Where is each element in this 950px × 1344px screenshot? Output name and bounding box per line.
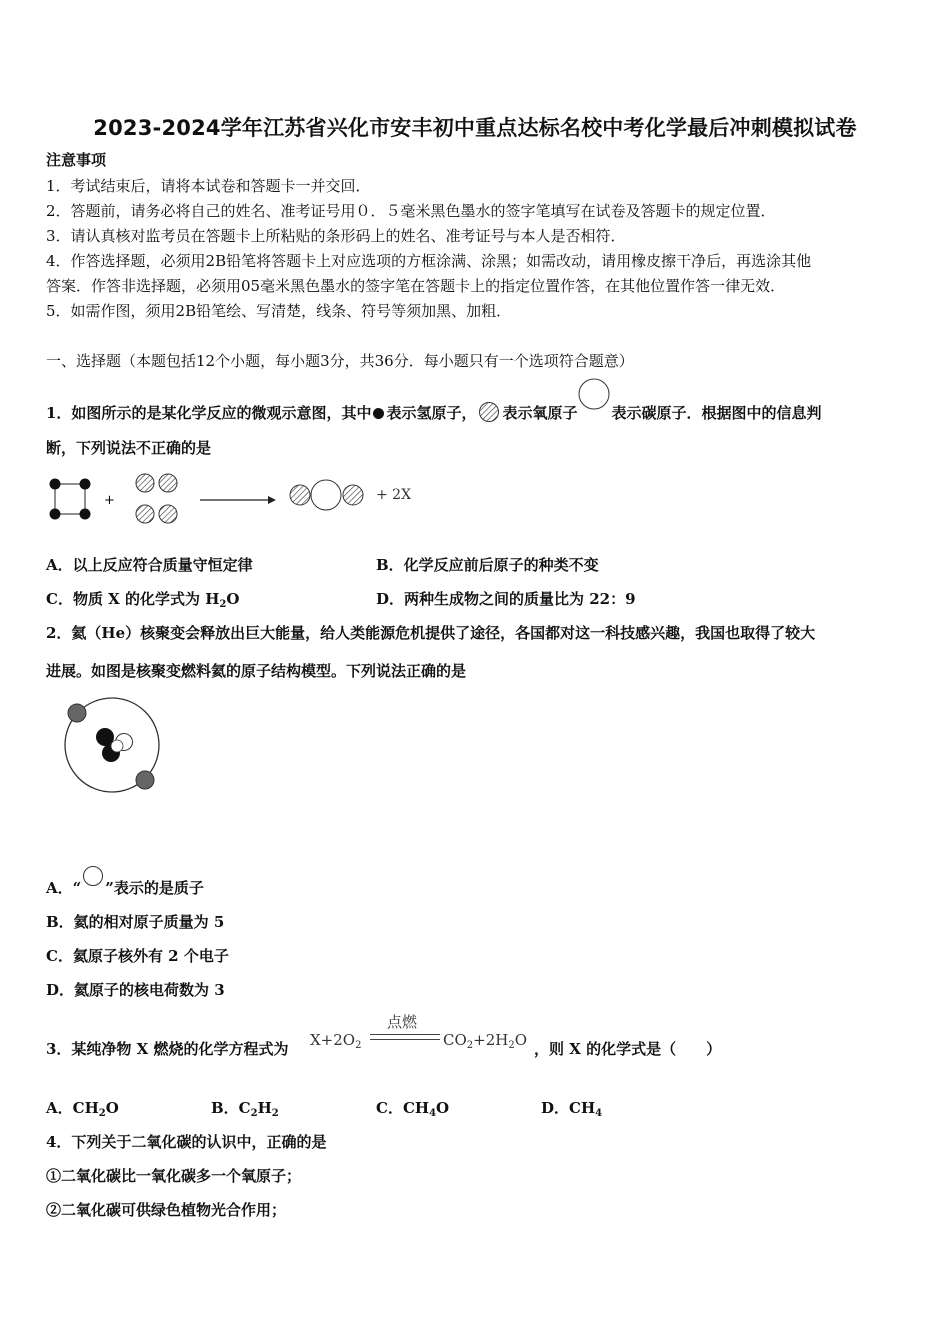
q2-option-a-text: A．“ [46,879,82,897]
q1-stem-part: 表示氧原子 [502,404,578,422]
q3-option-d[interactable] [541,1098,602,1124]
oxygen-atom-icon [478,401,500,423]
q3-stem: 3．某纯净物 X 燃烧的化学方程式为 [46,1040,289,1058]
notice-item: 4．作答选择题，必须用2B铅笔将答题卡上对应选项的方框涂满、涂黑；如需改动，请用橡皮擦干净后，再选涂其他 [46,252,812,270]
q2-option-d[interactable]: D．氦原子的核电荷数为 3 [46,981,225,999]
q2-stem: 2．氦（He）核聚变会释放出巨大能量，给人类能源危机提供了途径，各国都对这一科技感兴趣，我国也取得了较大 [46,624,816,642]
equation-subscript: 2 [508,1040,515,1051]
q1-option-c-text: C．物质 X 的化学式为 H [46,590,220,608]
q3-option-text: H [257,1099,272,1117]
q3-option-text: A．CH [46,1099,99,1117]
q3-option-subscript: 2 [250,1108,258,1119]
q3-option-text: O [436,1099,450,1117]
q1-stem-part: 表示氢原子， [386,404,477,422]
q4-statement-1: ①二氧化碳比一氧化碳多一个氧原子； [46,1167,302,1185]
oxygen-molecules [136,474,177,523]
equation-text: +2H [473,1031,509,1049]
q1-option-d[interactable]: D．两种生成物之间的质量比为 22：9 [376,590,636,608]
carbon-dioxide-molecule [290,480,363,510]
q3-equation [310,1011,560,1061]
neutron-icon [82,865,104,887]
q2-option-a[interactable] [46,865,204,898]
q3-option-subscript: 4 [429,1108,437,1119]
q1-stem-line2: 断，下列说法不正确的是 [46,439,212,457]
equation-subscript: 2 [355,1040,362,1051]
q3-option-a[interactable] [46,1098,119,1124]
electron [136,771,154,789]
q3-option-text: O [105,1099,119,1117]
notice-item: 1．考试结束后，请将本试卷和答题卡一并交回． [46,177,371,195]
equation-text: CO [443,1031,467,1049]
notice-item: 答案．作答非选择题，必须用05毫米黑色墨水的签字笔在答题卡上的指定位置作答，在其他位置作答一律无效． [46,277,786,295]
q1-stem-part: 1．如图所示的是某化学反应的微观示意图，其中 [46,404,372,422]
q1-option-c[interactable] [46,589,239,615]
q4-statement-2: ②二氧化碳可供绿色植物光合作用； [46,1201,287,1219]
electron [68,704,86,722]
page-title: 2023-2024学年江苏省兴化市安丰初中重点达标名校中考化学最后冲刺模拟试卷 [93,116,857,140]
q2-option-b[interactable]: B．氦的相对原子质量为 5 [46,913,225,931]
q1-option-c-subscript: 2 [219,599,227,610]
q3-option-text: B．C [211,1099,251,1117]
q3-option-text: D．CH [541,1099,596,1117]
q2-stem-line2: 进展。如图是核聚变燃料氦的原子结构模型。下列说法正确的是 [46,662,467,680]
q2-option-c[interactable]: C．氦原子核外有 2 个电子 [46,947,229,965]
q3-stem-tail: ，则 X 的化学式是（ ） [534,1040,722,1058]
q1-option-c-text: O [226,590,240,608]
hydrogen-atom-icon [373,408,384,419]
q2-option-a-text: ”表示的是质子 [105,879,204,897]
equation-right [443,1031,527,1051]
carbon-atom-icon [578,388,610,420]
q3-option-subscript: 4 [595,1108,603,1119]
q3-option-b[interactable] [211,1098,279,1124]
q1-option-a[interactable]: A．以上反应符合质量守恒定律 [46,556,253,574]
equation-subscript: 2 [466,1040,474,1051]
equation-text: X+2O [310,1031,356,1049]
equation-left [310,1031,361,1051]
notice-heading: 注意事项 [46,151,107,169]
methane-molecule [50,479,91,520]
q1-stem [46,388,822,423]
q1-option-b[interactable]: B．化学反应前后原子的种类不变 [376,556,599,574]
q3-option-c[interactable] [376,1098,449,1124]
notice-item: 5．如需作图，须用2B铅笔绘、写清楚，线条、符号等须加黑、加粗． [46,302,512,320]
equation-double-line [370,1034,440,1040]
reaction-arrow [200,496,276,504]
section-heading: 一、选择题（本题包括12个小题，每小题3分，共36分．每小题只有一个选项符合题意） [46,352,634,370]
equation-condition: 点燃 [387,1013,418,1031]
notice-item: 3．请认真核对监考员在答题卡上所粘贴的条形码上的姓名、准考证号与本人是否相符． [46,227,626,245]
q3-option-text: C．CH [376,1099,430,1117]
reaction-diagram [40,466,440,536]
product-2x: + 2X [376,487,412,503]
q1-stem-part: 表示碳原子．根据图中的信息判 [611,404,822,422]
helium-atom-model [60,695,170,795]
q4-stem: 4．下列关于二氧化碳的认识中，正确的是 [46,1133,327,1151]
equation-text: O [514,1031,528,1049]
notice-item: 2．答题前，请务必将自己的姓名、准考证号用０．５毫米黑色墨水的签字笔填写在试卷及答题卡的规定位置． [46,202,776,220]
plus-sign: + [104,493,115,508]
q3-option-subscript: 2 [98,1108,106,1119]
neutron [111,740,123,752]
q3-option-subscript: 2 [271,1108,279,1119]
